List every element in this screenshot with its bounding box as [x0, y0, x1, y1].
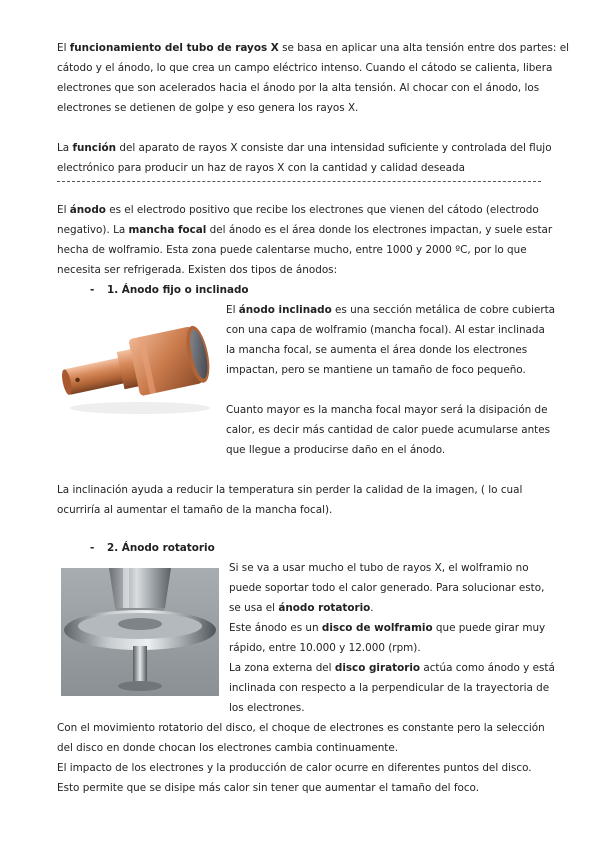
text-line: con una capa de wolframio (mancha focal). Al estar inclinada: [226, 324, 545, 336]
text-line: rápido, entre 10.000 y 12.000 (rpm).: [229, 642, 421, 654]
text-line: que llegue a producirse daño en el ánodo.: [226, 444, 446, 456]
text-line: impactan, pero se mantiene un tamaño de foco pequeño.: [226, 364, 526, 376]
text-line: El impacto de los electrones y la producción de calor ocurre en diferentes puntos del disco.: [57, 762, 532, 774]
text-line: El ánodo inclinado es una sección metálica de cobre cubierta: [226, 304, 556, 316]
text-line: El funcionamiento del tubo de rayos X se basa en aplicar una alta tensión entre dos partes: el: [57, 42, 570, 54]
text-line: La función del aparato de rayos X consiste dar una intensidad suficiente y controlada del flujo: [57, 142, 552, 154]
text-line: La inclinación ayuda a reducir la temperatura sin perder la calidad de la imagen, ( lo cual: [57, 484, 523, 496]
text-line: la mancha focal, se aumenta el área donde los electrones: [226, 344, 528, 356]
text-line: del disco en donde chocan los electrones cambia continuamente.: [57, 742, 399, 754]
text-line: electrones que son acelerados hacia el ánodo por la alta tensión. Al chocar con el ánodo, los: [57, 82, 540, 94]
section-heading-rotating-anode: 2. Ánodo rotatorio: [107, 542, 215, 554]
text-line: Cuanto mayor es la mancha focal mayor será la disipación de: [226, 404, 548, 416]
dashed-separator: [57, 181, 541, 182]
text-line: se usa el ánodo rotatorio.: [229, 602, 374, 614]
text-line: electrones se detienen de golpe y eso genera los rayos X.: [57, 102, 359, 114]
text-line: negativo). La mancha focal del ánodo es el área donde los electrones impactan, y suele estar: [57, 224, 553, 236]
text-line: cátodo y el ánodo, lo que crea un campo eléctrico intenso. Cuando el cátodo se calienta, libera: [57, 62, 553, 74]
text-line: Este ánodo es un disco de wolframio que puede girar muy: [229, 622, 546, 634]
text-line: necesita ser refrigerada. Existen dos tipos de ánodos:: [57, 264, 338, 276]
rotating-anode-image: [61, 568, 219, 696]
text-line: inclinada con respecto a la perpendicular de la trayectoria de: [229, 682, 550, 694]
text-line: El ánodo es el electrodo positivo que recibe los electrones que vienen del cátodo (electrodo: [57, 204, 539, 216]
text-line: La zona externa del disco giratorio actúa como ánodo y está: [229, 662, 555, 674]
bullet-marker: -: [90, 542, 95, 554]
text-line: puede soportar todo el calor generado. Para solucionar esto,: [229, 582, 545, 594]
text-line: Con el movimiento rotatorio del disco, el choque de electrones es constante pero la selección: [57, 722, 545, 734]
copper-anode-image: [58, 312, 218, 420]
text-line: hecha de wolframio. Esta zona puede calentarse mucho, entre 1000 y 2000 ºC, por lo que: [57, 244, 527, 256]
text-line: los electrones.: [229, 702, 305, 714]
text-line: electrónico para producir un haz de rayos X con la cantidad y calidad deseada: [57, 162, 466, 174]
text-line: Si se va a usar mucho el tubo de rayos X, el wolframio no: [229, 562, 529, 574]
section-heading-fixed-anode: 1. Ánodo fijo o inclinado: [107, 284, 249, 296]
text-line: Esto permite que se disipe más calor sin tener que aumentar el tamaño del foco.: [57, 782, 480, 794]
text-line: ocurriría al aumentar el tamaño de la mancha focal).: [57, 504, 333, 516]
text-line: calor, es decir más cantidad de calor puede acumularse antes: [226, 424, 551, 436]
bullet-marker: -: [90, 284, 95, 296]
